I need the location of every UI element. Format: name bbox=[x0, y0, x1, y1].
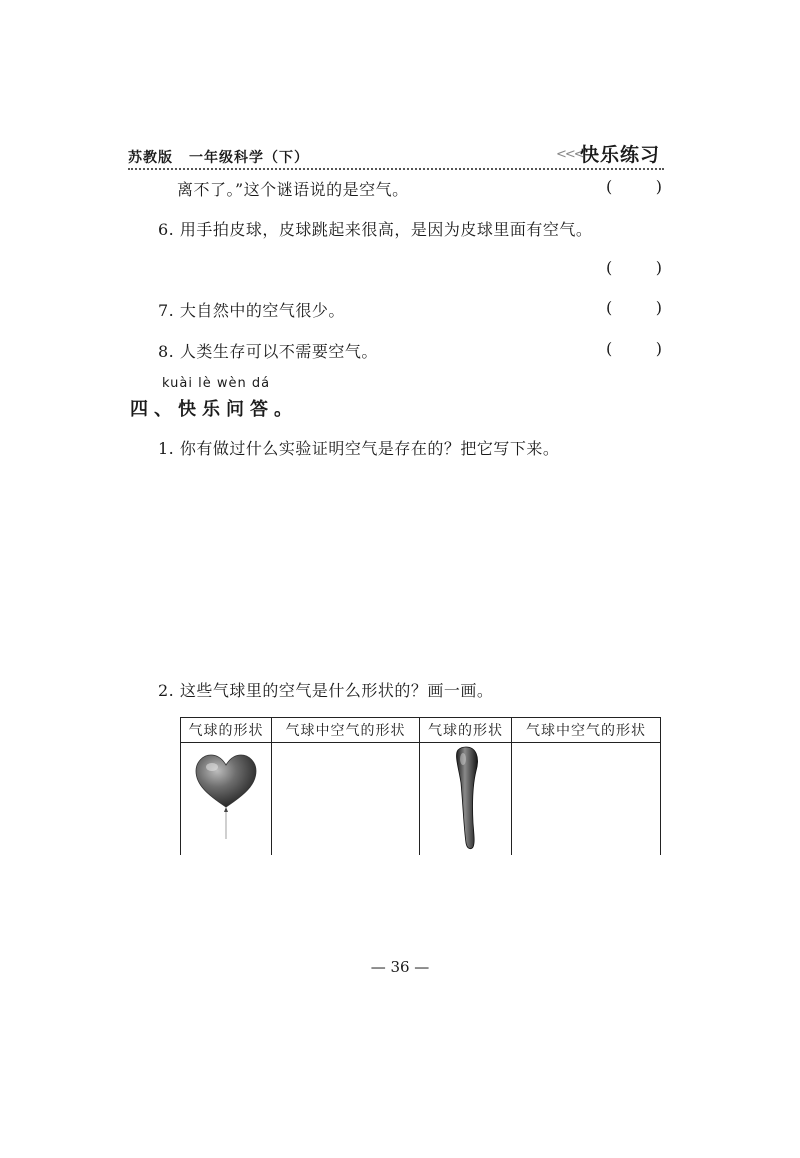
paren-open: ( bbox=[606, 177, 613, 196]
paren-open: ( bbox=[606, 298, 613, 317]
paren-open: ( bbox=[606, 339, 613, 358]
book-edition-label bbox=[128, 147, 309, 167]
chevrons-left-icon: <<< bbox=[556, 147, 583, 162]
book-title-label: 一年级科学（下） bbox=[189, 150, 309, 166]
paren-close: ) bbox=[655, 339, 662, 358]
table-header-row bbox=[181, 718, 661, 743]
header-air-shape: 气球中空气的形状 bbox=[272, 718, 420, 743]
question-1: 1. 你有做过什么实验证明空气是存在的？把它写下来。 bbox=[158, 439, 560, 458]
draw-air-cell-2[interactable] bbox=[512, 743, 661, 856]
answer-blank-8[interactable] bbox=[606, 339, 662, 358]
paren-close: ) bbox=[655, 177, 662, 196]
header-balloon-shape: 气球的形状 bbox=[420, 718, 512, 743]
answer-blank-5[interactable] bbox=[606, 177, 662, 196]
publisher-label: 苏教版 bbox=[128, 150, 173, 166]
answer-area-1[interactable] bbox=[175, 464, 655, 664]
section-4-title: 四、快乐问答。 bbox=[130, 399, 298, 420]
balloon-cell bbox=[420, 743, 512, 856]
paren-open: ( bbox=[606, 258, 613, 277]
heart-balloon-icon bbox=[186, 743, 266, 843]
section-header-title: 快乐练习 bbox=[580, 144, 661, 166]
header-divider bbox=[128, 168, 664, 170]
paren-close: ) bbox=[655, 298, 662, 317]
section-pinyin: kuài lè wèn dá bbox=[162, 376, 271, 391]
header-balloon-shape: 气球的形状 bbox=[181, 718, 272, 743]
item-6: 6. 用手拍皮球，皮球跳起来很高，是因为皮球里面有空气。 bbox=[158, 220, 593, 239]
balloon-shape-table bbox=[180, 717, 661, 855]
table-row bbox=[181, 743, 661, 856]
answer-blank-7[interactable] bbox=[606, 298, 662, 317]
answer-blank-6[interactable] bbox=[606, 258, 662, 277]
header-air-shape: 气球中空气的形状 bbox=[512, 718, 661, 743]
balloon-cell bbox=[181, 743, 272, 856]
item-8: 8. 人类生存可以不需要空气。 bbox=[158, 342, 378, 361]
item-7: 7. 大自然中的空气很少。 bbox=[158, 301, 345, 320]
long-balloon-icon bbox=[436, 743, 496, 851]
item-5-continuation: 离不了。”这个谜语说的是空气。 bbox=[177, 180, 409, 199]
paren-close: ) bbox=[655, 258, 662, 277]
question-2: 2. 这些气球里的空气是什么形状的？画一画。 bbox=[158, 681, 494, 700]
draw-air-cell-1[interactable] bbox=[272, 743, 420, 856]
page-number: — 36 — bbox=[370, 958, 430, 976]
